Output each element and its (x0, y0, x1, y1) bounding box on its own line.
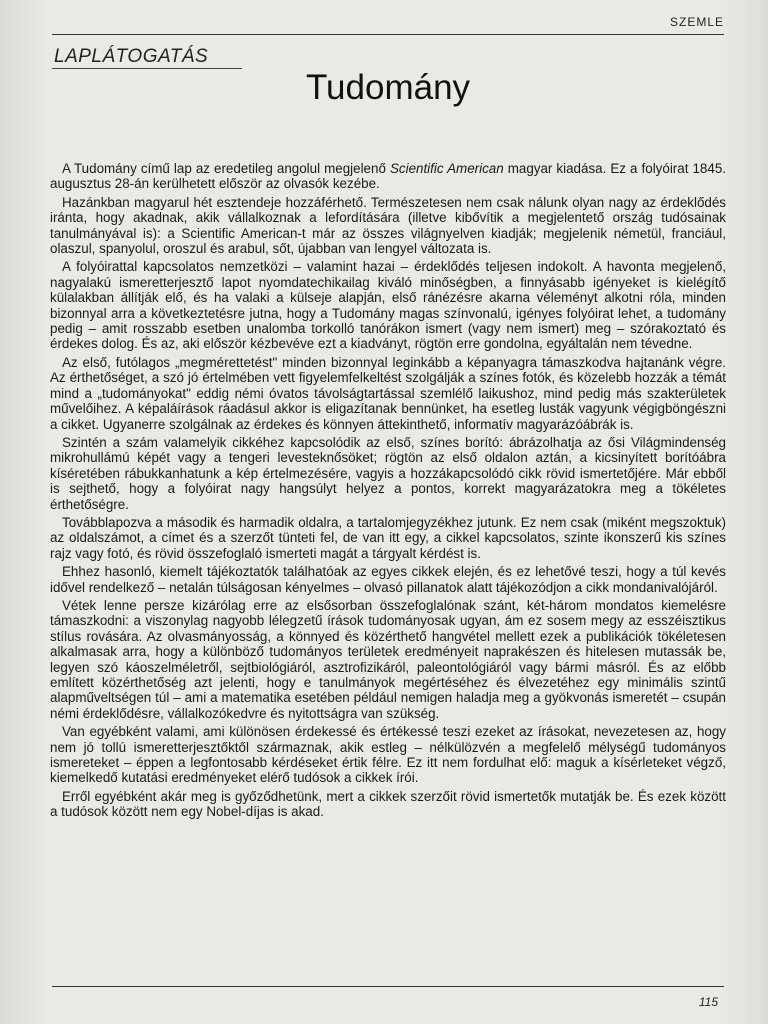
paragraph-1-end: magyar kiadása. Ez a folyóirat 1845. augusztus 28-án kerülhetett először az olvasók kezébe. (50, 161, 726, 192)
journal-name: Scientific American (389, 161, 504, 176)
article-body (50, 161, 726, 823)
paragraph-10: Erről egyébként akár meg is győződhetünk, mert a cikkek szerzőit rövid ismertetők mutatják be. És ezek között a tudósok között nem egy Nobel-díjas is akad. (50, 788, 726, 820)
top-rule (52, 34, 724, 35)
article-title: Tudomány (305, 68, 471, 107)
bottom-rule (52, 986, 724, 987)
paragraph-1 (50, 161, 726, 192)
section-label: LAPLÁTOGATÁS (54, 46, 209, 67)
paragraph-7: Ehhez hasonló, kiemelt tájékoztatók találhatóak az egyes cikkek elején, és ez lehetővé teszi, hogy a túl kevés idővel rendelkező – netalán túlságosan kényelmes – olvasó pillanatok alatt tájékozódjon a cikk mondanivalójáról. (50, 564, 726, 595)
running-header: SZEMLE (669, 15, 724, 29)
paragraph-4: Az első, futólagos „megmérettetést" minden bizonnyal leginkább a képanyagra támaszkodva hajtanánk végre. Az érthetőséget, a szó jó értelmében vett figyelemfelkeltést szolgálják a színes fotók, és közelebb hozzák a témát mind a „tudományokat" eddig némi óvatos távolságtartással szemlélő laikushoz, mind pedig más szakterületek művelőihez. A képaláírások ráadásul akkor is eligazítanak bennünket, ha esetleg lusták vagyunk végigböngészni a cikket. Ugyanerre szolgálnak az érdekes és könnyen áttekinthető, informatív magyarázóábrák is. (50, 354, 726, 432)
paragraph-5: Szintén a szám valamelyik cikkéhez kapcsolódik az első, színes borító: ábrázolhatja az ősi Világmindenség mikrohullámú képét vagy a tengeri levesteknősöket; rögtön az első oldalon aztán, a kicsinyített borítóábra kíséretében rábukkanhatunk a kép értelmezésére, vagyis a hozzákapcsolódó cikk rövid ismertetőjére. Már ebből is sejthető, hogy a folyóirat nagy hangsúlyt helyez a pontos, korrekt magyarázatokra meg a tökéletes érthetőségre. (50, 434, 726, 512)
page-number: 115 (698, 995, 718, 1009)
paragraph-3: A folyóirattal kapcsolatos nemzetközi – valamint hazai – érdeklődés teljesen indokolt. A havonta megjelenő, nagyalakú ismeretterjesztő lapot nyomdatechikailag kiváló minőségben, a finnyásabb igényeket is kielégítő külalakban állítják elő, és ha valaki a külseje alapján, első ránézésre akarna véleményt alkotni róla, minden bizonnyal arra a következtetésre jutna, hogy a Tudomány magas színvonalú, igényes folyóirat lehet, a tudomány pedig – amit rosszabb esetben unalomba torkolló tanórákon ismert (vagy nem ismert) meg – szórakoztató és érdekes dolog. És az, aki először kézbevéve ezt a kiadványt, rögtön erre gondolna, egyáltalán nem tévedne. (50, 259, 726, 352)
paragraph-1-start: A Tudomány című lap az eredetileg angolul megjelenő (62, 161, 390, 176)
paragraph-2: Hazánkban magyarul hét esztendeje hozzáférhető. Természetesen nem csak nálunk olyan nagy az érdeklődés iránta, hogy akadnak, akik vállalkoznak a lefordítására (illetve kibővítik a megjelentető ország tudósainak tanulmányával is): a Scientific American-t már az összes világnyelven kiadják; megjelenik németül, franciául, olaszul, spanyolul, oroszul és arabul, sőt, újabban van lengyel változata is. (50, 194, 726, 257)
paragraph-6: Továbblapozva a második és harmadik oldalra, a tartalomjegyzékhez jutunk. Ez nem csak (miként megszoktuk) az oldalszámot, a címet és a szerzőt tünteti fel, de van itt egy, a cikkel kapcsolatos, szinte ikonszerű kis színes rajz vagy fotó, és rövid összefoglaló ismerteti magát a tárgyalt kérdést is. (50, 514, 726, 561)
paragraph-8: Vétek lenne persze kizárólag erre az elsősorban összefoglalónak szánt, két-három mondatos kiemelésre támaszkodni: a viszonylag nagyobb lélegzetű írások tudományosak ugyan, ám ez sosem megy az esszéisztikus stílus rovására. Az olvasmányosság, a könnyed és közérthető hangvétel mellett ezek a publikációk tökéletesen alkalmasak arra, hogy a különböző tudományos területek eredményeit naprakészen és hitelesen mutassák be, legyen szó káoszelméletről, sejtbiológiáról, asztrofizikáról, paleontológiáról vagy bármi másról. És az előbb említett közérthetőség azt jelenti, hogy e tanulmányok megértéséhez és élvezetéhez egy minimális szintű alapműveltségen túl – ami a matematika esetében például nemigen haladja meg a gyökvonás ismeretét – csupán némi érdeklődésre, vállalkozókedvre és nyitottságra van szükség. (50, 597, 726, 721)
paragraph-9: Van egyébként valami, ami különösen érdekessé és értékessé teszi ezeket az írásokat, nevezetesen az, hogy nem jó tollú ismeretterjesztőktől származnak, akik estleg – nélkülözvén a megfelelő mélységű tudományos ismereteket – éppen a legfontosabb kérdéseket értik félre. Ez itt nem fordulhat elő: maguk a kísérleteket végző, kiemelkedő kutatási eredményeket elérő tudósok a cikkek írói. (50, 724, 726, 786)
